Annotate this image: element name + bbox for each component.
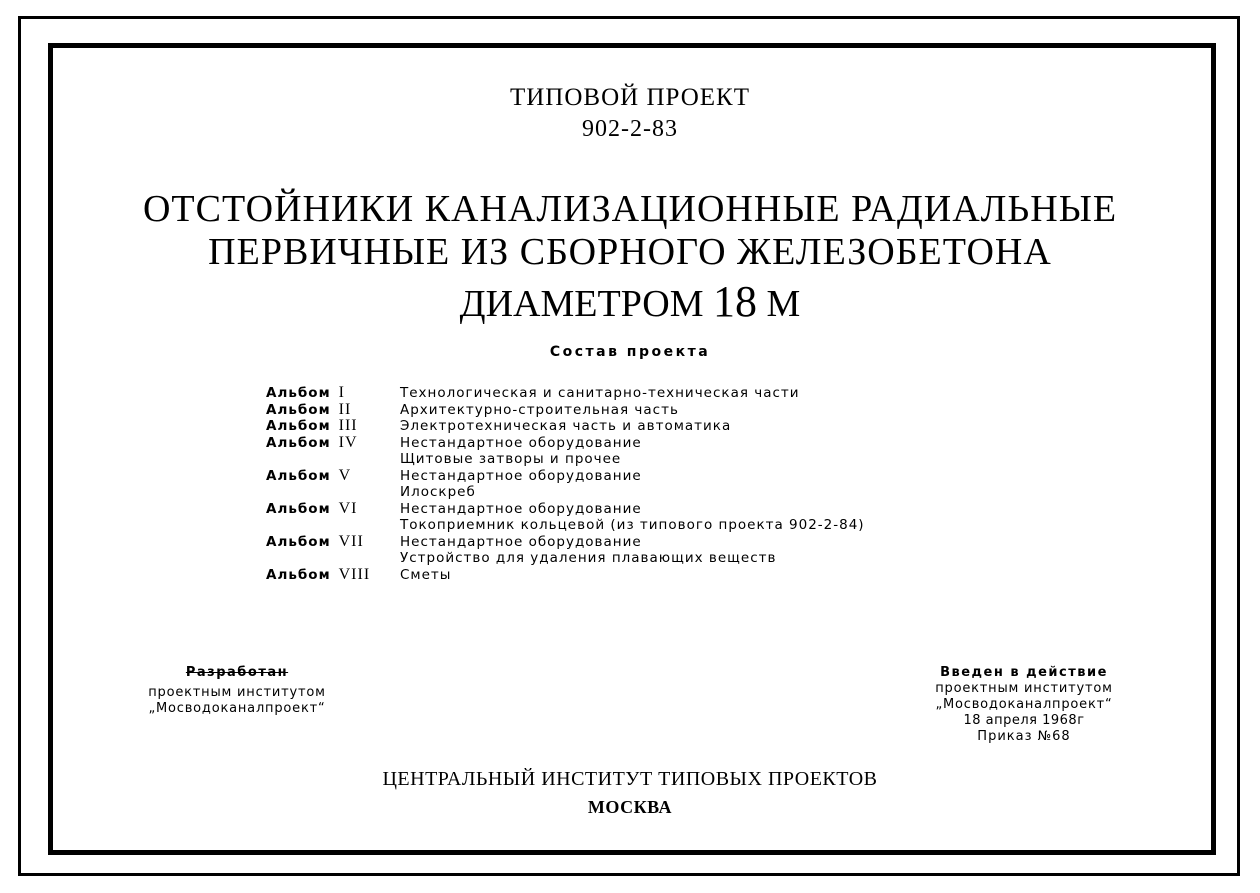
- album-label: [266, 534, 400, 551]
- project-label: ТИПОВОЙ ПРОЕКТ: [509, 84, 750, 111]
- album-numeral: IV: [338, 433, 358, 451]
- album-row: [266, 418, 1086, 435]
- developer-heading: Разработан: [185, 665, 289, 680]
- album-numeral: VIII: [338, 565, 371, 583]
- developer-block: [92, 665, 382, 717]
- album-description: Сметы: [400, 566, 452, 583]
- album-label: [266, 567, 400, 584]
- album-description: Нестандартное оборудование: [400, 467, 642, 484]
- album-description: Илоскреб: [400, 484, 476, 500]
- album-word: Альбом: [266, 401, 331, 418]
- album-label: [266, 418, 400, 435]
- album-row: [266, 468, 1086, 485]
- album-word: Альбом: [266, 533, 331, 550]
- institute-name: ЦЕНТРАЛЬНЫЙ ИНСТИТУТ ТИПОВЫХ ПРОЕКТОВ: [382, 768, 878, 790]
- album-word: Альбом: [266, 500, 331, 517]
- album-numeral: III: [338, 417, 358, 434]
- album-description: Щитовые затворы и прочее: [400, 451, 622, 467]
- album-row: [266, 402, 1086, 419]
- album-label: [266, 484, 400, 501]
- album-label: [266, 451, 400, 468]
- album-numeral: VI: [338, 499, 358, 517]
- album-description: Технологическая и санитарно-техническая части: [400, 385, 800, 401]
- introduced-block: [874, 665, 1174, 745]
- album-row: [266, 451, 1086, 468]
- title-prefix: ДИАМЕТРОМ: [459, 283, 704, 325]
- album-row: [266, 550, 1086, 567]
- album-word: Альбом: [266, 434, 331, 451]
- introduced-line-1: проектным институтом: [935, 681, 1113, 696]
- album-word: Альбом: [266, 385, 331, 401]
- album-description: Нестандартное оборудование: [400, 434, 642, 451]
- album-label: [266, 385, 400, 402]
- album-row: [266, 385, 1086, 402]
- album-list: [266, 385, 1086, 583]
- developer-line-1: проектным институтом: [148, 685, 326, 700]
- title-diameter-unit: М: [766, 283, 801, 325]
- album-label: [266, 402, 400, 419]
- album-row: [266, 517, 1086, 534]
- introduced-date: 18 апреля 1968г: [963, 713, 1085, 728]
- album-description: Нестандартное оборудование: [400, 533, 642, 550]
- album-word: Альбом: [266, 418, 331, 434]
- album-row: [266, 567, 1086, 584]
- album-description: Устройство для удаления плавающих веществ: [400, 550, 777, 566]
- developer-line-2: „Мосводоканалпроект“: [148, 701, 326, 716]
- album-description: Электротехническая часть и автоматика: [400, 418, 732, 434]
- title-line-3: [0, 276, 1260, 327]
- title-diameter-value: 18: [713, 277, 758, 326]
- album-label: [266, 435, 400, 452]
- album-numeral: V: [338, 466, 352, 484]
- album-description: Токоприемник кольцевой (из типового проекта 902-2-84): [400, 517, 865, 533]
- title-line-2: ПЕРВИЧНЫЕ ИЗ СБОРНОГО ЖЕЛЕЗОБЕТОНА: [208, 231, 1052, 273]
- album-label: [266, 468, 400, 485]
- album-word: Альбом: [266, 566, 331, 583]
- album-numeral: II: [338, 400, 352, 418]
- album-label: [266, 517, 400, 534]
- contents-heading: Состав проекта: [549, 344, 711, 360]
- album-word: Альбом: [266, 467, 331, 484]
- album-label: [266, 550, 400, 567]
- introduced-order: Приказ №68: [977, 729, 1071, 744]
- introduced-line-2: „Мосводоканалпроект“: [935, 697, 1113, 712]
- album-description: Архитектурно-строительная часть: [400, 401, 679, 418]
- album-row: [266, 484, 1086, 501]
- album-label: [266, 501, 400, 518]
- album-row: [266, 435, 1086, 452]
- album-row: [266, 501, 1086, 518]
- album-row: [266, 534, 1086, 551]
- city-name: МОСКВА: [587, 797, 673, 817]
- album-description: Нестандартное оборудование: [400, 500, 642, 517]
- album-numeral: I: [338, 384, 345, 401]
- title-line-1: ОТСТОЙНИКИ КАНАЛИЗАЦИОННЫЕ РАДИАЛЬНЫЕ: [142, 188, 1118, 230]
- album-numeral: VII: [338, 532, 364, 550]
- project-number: 902-2-83: [582, 116, 678, 142]
- introduced-heading: Введен в действие: [940, 665, 1108, 680]
